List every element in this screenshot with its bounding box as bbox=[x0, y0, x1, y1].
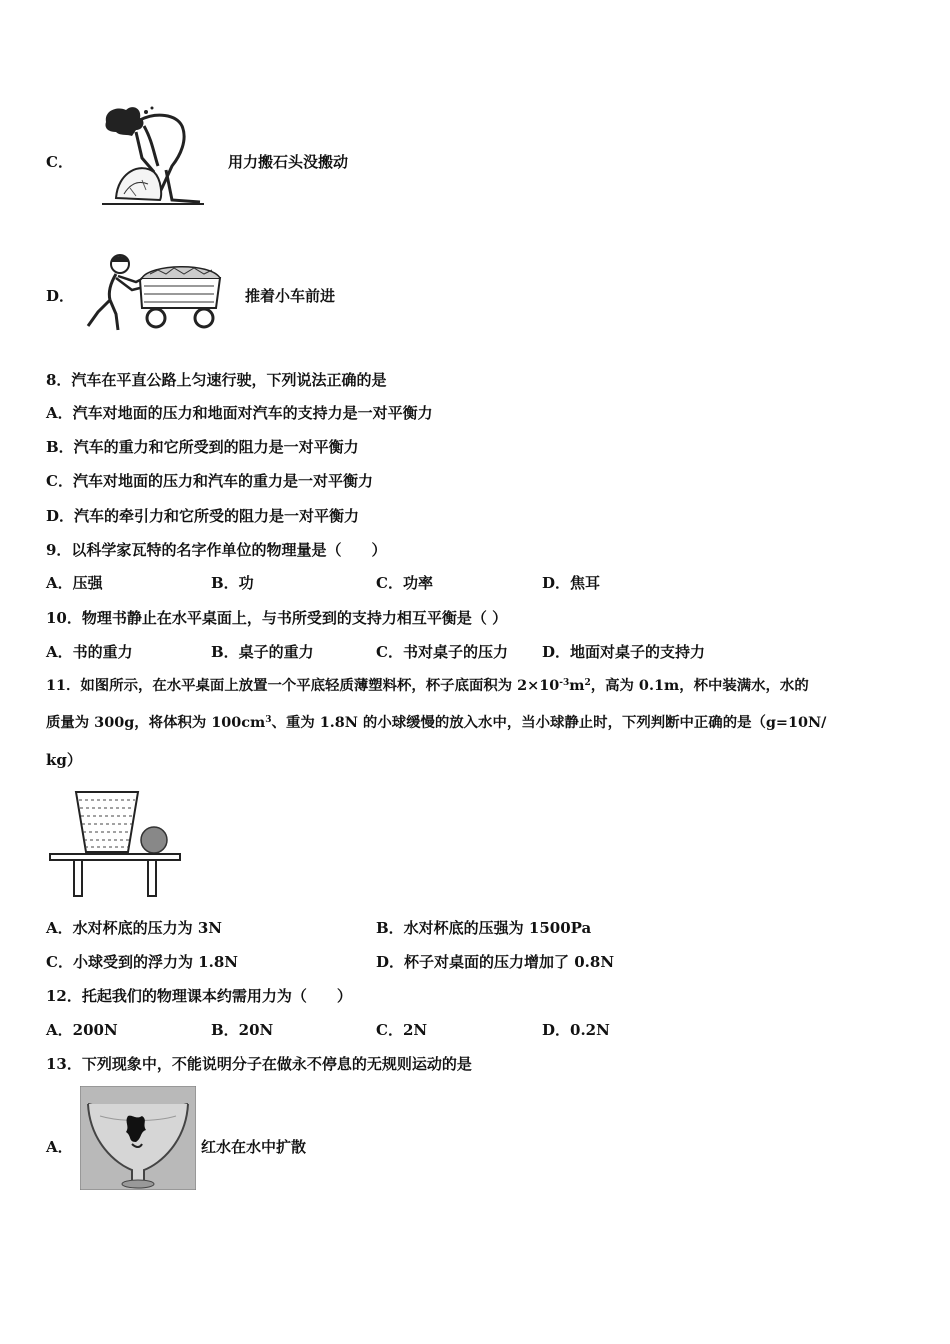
q13-option-a-text: 红水在水中扩散 bbox=[201, 1138, 307, 1156]
person-pushing-cart-figure bbox=[80, 250, 228, 334]
q11-stem-line-3: kg） bbox=[46, 751, 82, 769]
q11-stem-line-2: 质量为 300g，将体积为 $100cm^3$、重为 1.8N 的小球缓慢的放入水中，当小球静止时，下列判断中正确的是（g=10N/ bbox=[46, 714, 827, 731]
q13-option-a-label: A． bbox=[46, 1138, 73, 1156]
q8-stem: 8．汽车在平直公路上匀速行驶，下列说法正确的是 bbox=[46, 371, 387, 389]
q11-option-c: C．小球受到的浮力为 1.8N bbox=[46, 953, 238, 971]
cup-and-ball-on-table-figure bbox=[48, 788, 182, 898]
q10-stem: 10．物理书静止在水平桌面上，与书所受到的支持力相互平衡是（ ） bbox=[46, 609, 508, 627]
q9-option-a: A．压强 bbox=[46, 574, 103, 592]
q13-stem: 13．下列现象中，不能说明分子在做永不停息的无规则运动的是 bbox=[46, 1055, 472, 1073]
q8-option-d: D．汽车的牵引力和它所受的阻力是一对平衡力 bbox=[46, 507, 360, 525]
q9-option-c: C．功率 bbox=[376, 574, 433, 592]
q9-stem: 9．以科学家瓦特的名字作单位的物理量是（ ） bbox=[46, 541, 387, 559]
q12-option-d: D．0.2N bbox=[542, 1021, 610, 1039]
q10-option-d: D．地面对桌子的支持力 bbox=[542, 643, 706, 661]
q11-option-b: B．水对杯底的压强为 1500Pa bbox=[376, 919, 592, 937]
q10-option-a: A．书的重力 bbox=[46, 643, 133, 661]
q11-stem-line-1: 11．如图所示，在水平桌面上放置一个平底轻质薄塑料杯，杯子底面积为 $2\times 10^{-3}m^2$，高为 0.1m，杯中装满水，水的 bbox=[46, 677, 809, 694]
q12-option-b: B．20N bbox=[211, 1021, 274, 1039]
q12-stem: 12．托起我们的物理课本约需用力为（ ） bbox=[46, 987, 352, 1005]
q8-option-a: A．汽车对地面的压力和地面对汽车的支持力是一对平衡力 bbox=[46, 404, 433, 422]
q11-option-d: D．杯子对桌面的压力增加了 0.8N bbox=[376, 953, 615, 971]
q10-option-c: C．书对桌子的压力 bbox=[376, 643, 508, 661]
q8-option-c: C．汽车对地面的压力和汽车的重力是一对平衡力 bbox=[46, 472, 373, 490]
q11-option-a: A．水对杯底的压力为 3N bbox=[46, 919, 223, 937]
option-c-text: 用力搬石头没搬动 bbox=[228, 153, 349, 171]
q12-option-c: C．2N bbox=[376, 1021, 428, 1039]
q10-option-b: B．桌子的重力 bbox=[211, 643, 314, 661]
person-lifting-stone-figure bbox=[96, 100, 208, 210]
option-d-label: D． bbox=[46, 287, 75, 305]
q8-option-b: B．汽车的重力和它所受到的阻力是一对平衡力 bbox=[46, 438, 359, 456]
q9-option-b: B．功 bbox=[211, 574, 254, 592]
q9-option-d: D．焦耳 bbox=[542, 574, 601, 592]
option-d-text: 推着小车前进 bbox=[245, 287, 336, 305]
option-c-label: C． bbox=[46, 153, 73, 171]
q12-option-a: A．200N bbox=[46, 1021, 118, 1039]
red-ink-diffusion-photo bbox=[80, 1086, 196, 1190]
